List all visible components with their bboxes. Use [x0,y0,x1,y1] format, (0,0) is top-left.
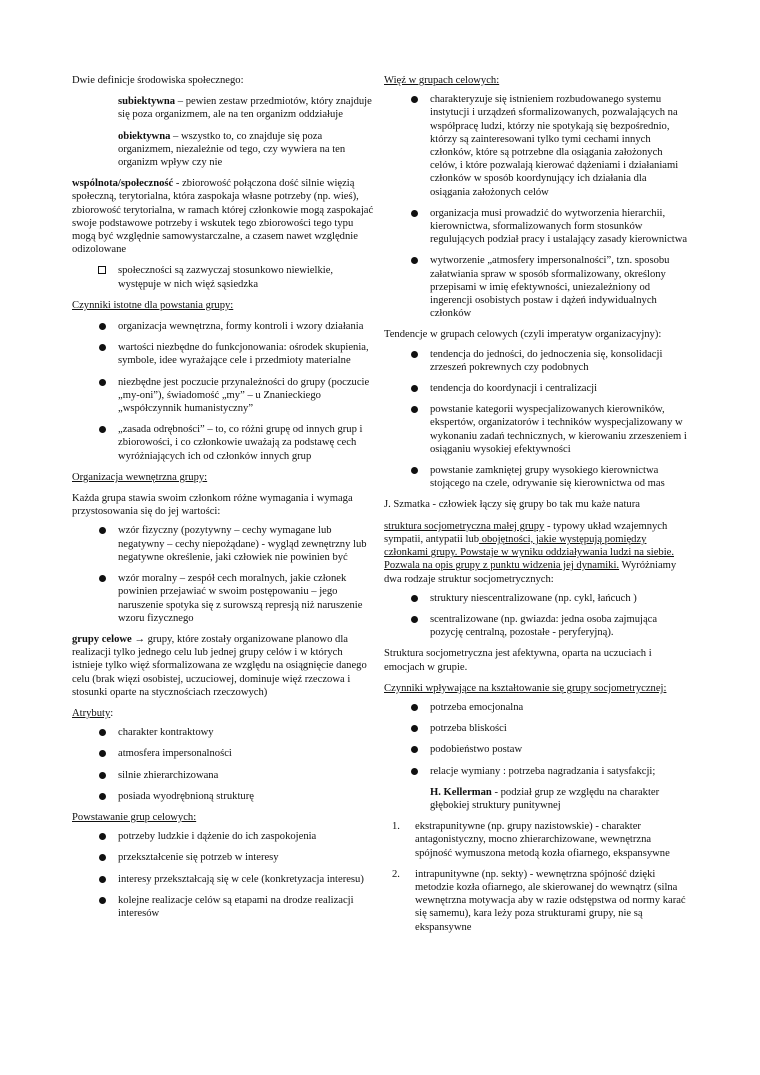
section-heading-wplyw: Czynniki wpływające na kształtowanie się grupy socjometrycznej: [384,682,667,694]
list-item: relacje wymiany : potrzeba nagradzania i satysfakcji; [384,765,688,778]
organizacja-intro: Każda grupa stawia swoim członkom różne wymagania i wymaga przystosowania się do jej wartości: [72,493,353,518]
list-item: potrzeba bliskości [384,722,688,735]
list-item: „zasada odrębności” – to, co różni grupę od innych grup i zbiorowości, i co członkowie uważają za podstawę cech wyróżniających ich od członków innych grup [72,423,375,463]
wzory-list [72,524,375,624]
left-column [72,74,375,928]
list-number: 1. [392,821,400,833]
atrybuty-colon: : [110,707,114,719]
list-item: organizacja wewnętrzna, formy kontroli i wzory działania [72,320,375,333]
intro-text: Dwie definicje środowiska społecznego: [72,75,244,86]
def-kellerman: - podział grup ze względu na charakter głębokiej struktury punitywnej [430,786,660,811]
term-grupy-celowe: grupy celowe [72,633,132,645]
definition-subjective [118,95,375,121]
list-item: podobieństwo postaw [384,743,688,756]
definition-objective [118,130,375,170]
powstawanie-list [72,830,375,920]
list-item: wytworzenie „atmosfery impersonalności”, tzn. sposobu załatwiania spraw w sposób sformalizowany, określony przepisami w imię efektywności, uniezależniony od ingerencji osobistych postaw i dążeń indywidualnych członków [384,254,688,320]
list-item: wzór moralny – zespół cech moralnych, jakie członek powinien przejawiać w swoim postępowaniu – jego naruszenie spotyka się z surowszą represją niż naruszenie wzoru fizycznego [72,572,375,625]
list-item [384,820,688,860]
struktury-list [384,592,688,640]
definition-grupy-celowe [72,633,375,699]
right-column [384,74,688,942]
definition-wspolnota [72,177,375,256]
list-item [384,868,688,934]
list-item: atmosfera impersonalności [72,747,375,760]
term-wspolnota: wspólnota/społeczność [72,178,174,190]
section-heading-tendencje: Tendencje w grupach celowych (czyli imperatyw organizacyjny): [384,329,662,341]
list-item: interesy przekształcają się w cele (konkretyzacja interesu) [72,873,375,886]
czynniki-list [72,320,375,463]
term-kellerman: H. Kellerman [430,786,492,798]
punitywne-list [384,820,688,934]
list-item-text: intrapunitywne (np. sekty) - wewnętrzna spójność dzięki metodzie kozła ofiarnego, ale skierowanej do wewnątrz (silna wewnętrzna motywacja aby w razie odstępstwa od normy karać się samemu), kara leży poza strukturami grupy, nie są ekspansywne [415,868,686,933]
list-item: charakteryzuje się istnieniem rozbudowanego systemu instytucji i urządzeń sformalizowanych, pozwalających na współpracę ludzi, którzy nie spotykają się bezpośrednio, którzy są zainteresowani tylko tymi cechami innych członków, które są potrzebne dla osiągania założonych celów, i które pozwalają kierować dążeniami i działaniami członków w sposób koordynujący ich działania dla osiągania założonych celów [384,93,688,199]
box-list-item: społeczności są zazwyczaj stosunkowo niewielkie, występuje w nich więź sąsiedzka [72,264,375,290]
szmatka-text: J. Szmatka - człowiek łączy się grupy bo tak mu każe natura [384,499,640,511]
list-item: wartości niezbędne do funkcjonowania: ośrodek skupienia, symbole, idee wyrażające cele i przedmioty materialne [72,341,375,367]
section-heading-atrybuty [72,707,375,720]
list-item: tendencja do koordynacji i centralizacji [384,382,688,395]
list-item: potrzeba emocjonalna [384,701,688,714]
def-wspolnota: - zbiorowość połączona dość silnie więzią społeczną, terytorialna, która zaspokaja własne potrzeby (np. wieś), zbiorowość terytorialna, w ramach której członkowie mogą zaspokajać swoje podstawowe potrzeby i wskutek tego zbiorowości tego typu mogą być względnie samowystarczalne, a czasem nawet względnie odizolowane [72,178,374,256]
socjometria-paragraph [384,520,688,586]
tendencje-list [384,348,688,491]
list-item: kolejne realizacje celów są etapami na drodze realizacji interesów [72,894,375,920]
section-heading-powstawanie: Powstawanie grup celowych: [72,811,197,823]
socjo-underlined: obojętności, jakie występują pomiędzy członkami grupy. Powstaje w wyniku oddziaływania ludzi na siebie. Pozwala na opis grupy z punktu widzenia jej dynamiki. [384,533,674,572]
wplyw-list [384,701,688,778]
list-item: potrzeby ludzkie i dążenie do ich zaspokojenia [72,830,375,843]
section-heading-czynniki: Czynniki istotne dla powstania grupy: [72,299,234,311]
list-item: przekształcenie się potrzeb w interesy [72,851,375,864]
section-heading-organizacja: Organizacja wewnętrzna grupy: [72,471,208,483]
list-item: silnie zhierarchizowana [72,769,375,782]
list-item: powstanie kategorii wyspecjalizowanych kierowników, ekspertów, organizatorów i techników wyspecjalizowany w wykonaniu zadań technicznych, w kierowaniu zrzeszeniem i osiąganiu wysokiej efektywności [384,403,688,456]
def-objective: – wszystko to, co znajduje się poza organizmem, niezależnie od tego, czy wywiera na ten organizm wpływ czy nie [118,130,346,169]
list-item-text: ekstrapunitywne (np. grupy nazistowskie) - charakter antagonistyczny, mocno zhierarchizowane, wewnętrzna spójność wymuszona metodą kozła ofiarnego, ekspansywne [415,821,670,859]
list-item: organizacja musi prowadzić do wytworzenia hierarchii, kierownictwa, sformalizowanych form stosunków regulujących podział pracy i ustalający zasady kierownictwa [384,207,688,247]
term-objective: obiektywna [118,130,171,142]
box-list [72,264,375,290]
atrybuty-list [72,726,375,803]
atrybuty-heading-text: Atrybuty [72,707,111,719]
list-item: scentralizowane (np. gwiazda: jedna osoba zajmująca pozycję centralną, pozostałe - peryferyjną). [384,613,688,639]
list-item: tendencja do jedności, do jednoczenia się, konsolidacji zrzeszeń pokrewnych czy podobnych [384,348,688,374]
term-subjective: subiektywna [118,96,176,108]
kellerman-paragraph [430,786,688,812]
list-item: charakter kontraktowy [72,726,375,739]
afektywna-text: Struktura socjometryczna jest afektywna, oparta na uczuciach i emocjach w grupie. [384,648,652,673]
list-item: niezbędne jest poczucie przynależności do grupy (poczucie „my-oni”), świadomość „my” – u Znanieckiego „współczynnik humanistyczny” [72,376,375,416]
def-grupy-celowe: → grupy, które zostały organizowane planowo dla realizacji tylko jednego celu lub jednej grupy celów i w których istnieje tylko więź sformalizowana ze względu na osiągnięcie danego celu (brak więzi osobistej, uczuciowej, dominuje więź rzeczowa i stosunki oparte na stycznościach rzeczowych) [72,633,367,698]
socjo-term: struktura socjometryczna małej grupy [384,520,545,532]
list-item: powstanie zamkniętej grupy wysokiego kierownictwa stojącego na czele, odrywanie się kierownictwa od mas [384,464,688,490]
section-heading-wiez: Więź w grupach celowych: [384,75,500,86]
socjo-text-1: - typowy układ wzajemnych sympatii, antypatii lub [384,520,668,545]
list-number: 2. [392,868,400,880]
list-item: wzór fizyczny (pozytywny – cechy wymagane lub negatywny – cechy niepożądane) - wygląd zewnętrzny lub negatywne określenie, jaki człowiek nie powinien być [72,524,375,564]
def-subjective: – pewien zestaw przedmiotów, który znajduje się poza organizmem, ale na ten organizm oddziałuje [118,96,372,121]
wiez-list [384,93,688,320]
list-item: struktury niescentralizowane (np. cykl, łańcuch ) [384,592,688,605]
socjo-text-2: Wyróżniamy dwa rodzaje struktur socjometrycznych: [384,560,677,585]
list-item: posiada wyodrębnioną strukturę [72,790,375,803]
